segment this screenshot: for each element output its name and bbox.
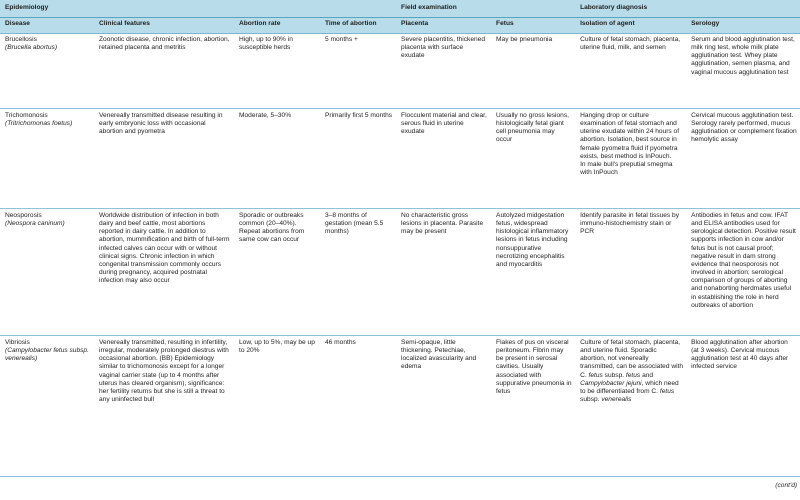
fetus-cell: Autolyzed midgestation fetus, widespread histological inflammatory lesions in fetus including nonsuppurative necrotizing encephalitis and myocarditis <box>491 209 575 336</box>
laboratory-diagnosis-group-header: Laboratory diagnosis <box>575 0 800 18</box>
isolation-text: Culture of fetal stomach, placenta, and uterine fluid. Sporadic abortion, not venereally transmitted, can be associated with C. <box>580 339 683 379</box>
rate-cell: High, up to 90% in susceptible herds <box>234 34 320 109</box>
disease-name: Neosporosis <box>5 212 42 219</box>
clinical-cell: Worldwide distribution of infection in both dairy and beef cattle, most abortions reported in dairy cattle. In addition to abortion, mummification and birth of full-term infected calves can occur with or without clinical signs. Chronic infection in which congenital transmission commonly occurs during pregnancy, acquired postnatal infection may also occur <box>94 209 234 336</box>
placenta-column-header: Placenta <box>396 18 491 34</box>
time-cell: 3–8 months of gestation (mean 5.5 months) <box>320 209 396 336</box>
clinical-cell: Venereally transmitted, resulting in infertility, irregular, moderately prolonged diestrus with occasional abortion. (BB) Epidemiology similar to trichomonosis except for a longer vaginal carrier state (up to 4 months after uterus has cleared organism), significance: her fertility returns but she is still a threat to any uninfected bull <box>94 336 234 477</box>
disease-cell <box>0 209 94 336</box>
disease-cell <box>0 34 94 109</box>
time-of-abortion-column-header: Time of abortion <box>320 18 396 34</box>
isolation-cell <box>575 336 686 477</box>
fetus-cell: May be pneumonia <box>491 34 575 109</box>
footer-row <box>0 477 800 500</box>
disease-name: Vibriosis <box>5 339 30 346</box>
clinical-cell: Venereally transmitted disease resulting in early embryonic loss with occasional abortion and pyometra <box>94 109 234 209</box>
isolation-species-2: fetus <box>660 388 674 395</box>
isolation-and: and <box>642 372 653 379</box>
rate-cell: Low, up to 5%, may be up to 20% <box>234 336 320 477</box>
fetus-cell: Usually no gross lesions, histologically fetal giant cell pneumonia may occur <box>491 109 575 209</box>
isolation-subspecies: fetus <box>626 372 640 379</box>
disease-cell <box>0 109 94 209</box>
serology-cell: Antibodies in fetus and cow. IFAT and ELISA antibodies used for serological detection. Positive result supports infection in cow and/or fetus but is not causal proof; negative result in dam strong evidence that neosporosis not involved in abortion; serological comparison of groups of aborting and nonaborting herdmates useful in establishing the role in herd outbreaks of abortion <box>686 209 800 336</box>
header-column-row <box>0 18 800 34</box>
serology-column-header: Serology <box>686 18 800 34</box>
time-cell: 5 months + <box>320 34 396 109</box>
isolation-column-header: Isolation of agent <box>575 18 686 34</box>
placenta-cell: Flocculent material and clear, serous fluid in uterine exudate <box>396 109 491 209</box>
serology-cell: Cervical mucous agglutination test. Serology rarely performed, mucus agglutination or complement fixation hemolytic assay <box>686 109 800 209</box>
disease-agent: (Neospora caninum) <box>5 220 65 227</box>
serology-cell: Blood agglutination after abortion (at 3 weeks). Cervical mucous agglutination test at 40 days after infected service <box>686 336 800 477</box>
table-row <box>0 336 800 477</box>
isolation-venerealis: venerealis <box>601 396 631 403</box>
rate-cell: Sporadic or outbreaks common (20–40%). Repeat abortions from same cow can occur <box>234 209 320 336</box>
table-row <box>0 209 800 336</box>
isolation-subsp: subsp. <box>605 372 624 379</box>
continued-note: (cont'd) <box>0 477 800 500</box>
isolation-subsp-2: subsp. <box>580 396 599 403</box>
disease-name: Trichomonosis <box>5 112 48 119</box>
isolation-text-2: , which need to be differentiated from C. <box>580 380 679 395</box>
table-row <box>0 109 800 209</box>
field-examination-group-header: Field examination <box>396 0 575 18</box>
placenta-cell: Semi-opaque, little thickening. Petechiae, localized avascularity and edema <box>396 336 491 477</box>
rate-cell: Moderate, 5–30% <box>234 109 320 209</box>
isolation-cell: Identify parasite in fetal tissues by immuno-histochemistry stain or PCR <box>575 209 686 336</box>
placenta-cell: No characteristic gross lesions in placenta. Parasite may be present <box>396 209 491 336</box>
fetus-column-header: Fetus <box>491 18 575 34</box>
isolation-text: Hanging drop or culture examination of fetal stomach and uterine exudate within 24 hours of abortion. Isolation, best source in female pyometra fluid if pyometra exists, best method is InPouch. <box>580 112 679 160</box>
disease-column-header: Disease <box>0 18 94 34</box>
placenta-cell: Severe placentitis, thickened placenta with surface exudate <box>396 34 491 109</box>
serology-cell: Serum and blood agglutination test, milk ring test, whole milk plate agglutination test. Whey plate agglutination, semen plasma, and vaginal mucous agglutination test <box>686 34 800 109</box>
header-group-row <box>0 0 800 18</box>
table-row <box>0 34 800 109</box>
disease-name: Brucellosis <box>5 36 37 43</box>
disease-agent: (Campylobacter fetus subsp. venerealis) <box>5 347 89 362</box>
isolation-cell <box>575 109 686 209</box>
epidemiology-group-header: Epidemiology <box>0 0 396 18</box>
isolation-text-male: In male bull's preputial smegma with InPouch <box>580 161 673 176</box>
time-cell: Primarily first 5 months <box>320 109 396 209</box>
disease-cell <box>0 336 94 477</box>
clinical-cell: Zoonotic disease, chronic infection, abortion, retained placenta and metritis <box>94 34 234 109</box>
isolation-jejuni: Campylobacter jejuni <box>580 380 642 387</box>
fetus-cell: Flakes of pus on visceral peritoneum. Fibrin may be present in serosal cavities. Usually associated with suppurative pneumonia in fetus <box>491 336 575 477</box>
isolation-species: fetus <box>589 372 603 379</box>
disease-agent: (Tritrichomonas foetus) <box>5 120 72 127</box>
clinical-features-column-header: Clinical features <box>94 18 234 34</box>
disease-agent: (Brucella abortus) <box>5 44 57 51</box>
abortion-rate-column-header: Abortion rate <box>234 18 320 34</box>
time-cell: 46 months <box>320 336 396 477</box>
isolation-cell: Culture of fetal stomach, placenta, uterine fluid, milk, and semen <box>575 34 686 109</box>
